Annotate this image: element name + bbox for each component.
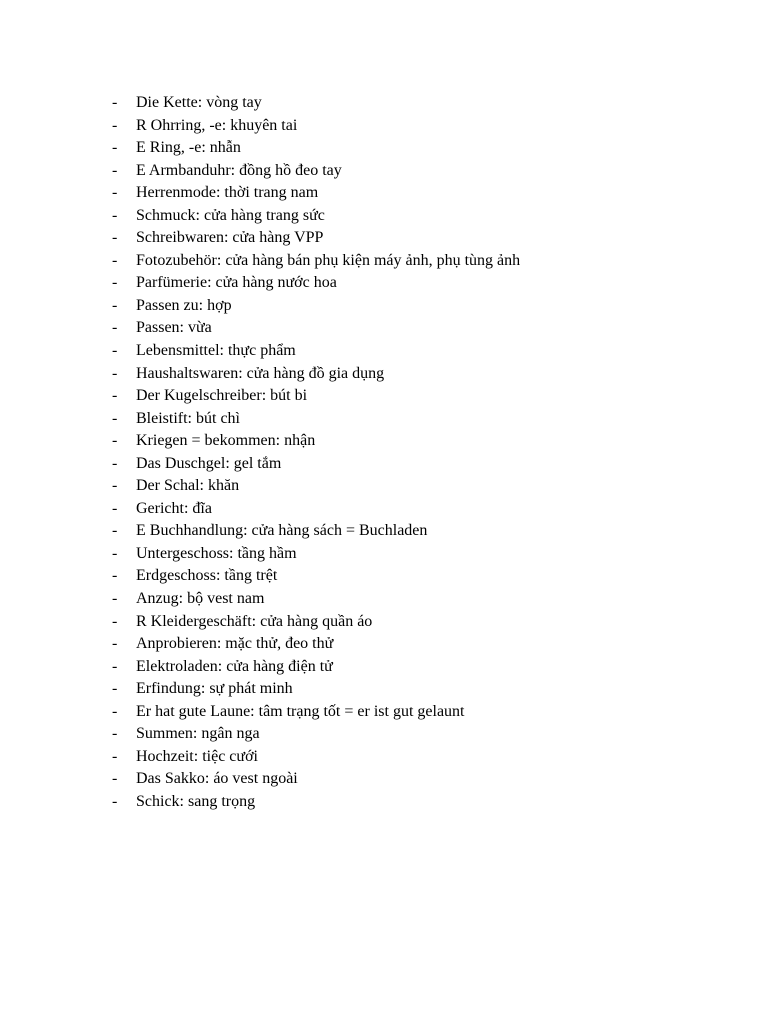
vocab-entry: Das Duschgel: gel tắm bbox=[136, 454, 282, 472]
list-bullet: - bbox=[112, 364, 118, 382]
list-item bbox=[112, 160, 520, 183]
list-bullet: - bbox=[112, 274, 118, 292]
list-bullet: - bbox=[112, 296, 118, 314]
list-item bbox=[112, 565, 520, 588]
list-item bbox=[112, 317, 520, 340]
list-bullet: - bbox=[112, 612, 118, 630]
vocab-entry: Schreibwaren: cửa hàng VPP bbox=[136, 229, 324, 247]
list-bullet: - bbox=[112, 184, 118, 202]
vocab-entry: Bleistift: bút chì bbox=[136, 409, 240, 427]
list-item bbox=[112, 633, 520, 656]
vocab-entry: Die Kette: vòng tay bbox=[136, 94, 262, 111]
list-item bbox=[112, 678, 520, 701]
list-bullet: - bbox=[112, 770, 118, 788]
list-bullet: - bbox=[112, 116, 118, 134]
list-bullet: - bbox=[112, 499, 118, 517]
list-bullet: - bbox=[112, 725, 118, 743]
list-item bbox=[112, 475, 520, 498]
list-item bbox=[112, 611, 520, 634]
vocab-entry: Das Sakko: áo vest ngoài bbox=[136, 770, 298, 788]
vocab-entry: Fotozubehör: cửa hàng bán phụ kiện máy ảnh, phụ tùng ảnh bbox=[136, 251, 521, 269]
list-item bbox=[112, 92, 520, 115]
list-item bbox=[112, 272, 520, 295]
list-bullet: - bbox=[112, 409, 118, 427]
list-item bbox=[112, 520, 520, 543]
list-item bbox=[112, 340, 520, 363]
vocab-entry: Anzug: bộ vest nam bbox=[136, 590, 265, 608]
list-bullet: - bbox=[112, 635, 118, 653]
list-item bbox=[112, 543, 520, 566]
list-bullet: - bbox=[112, 161, 118, 179]
vocab-entry: R Kleidergeschäft: cửa hàng quần áo bbox=[136, 612, 373, 630]
list-item bbox=[112, 182, 520, 205]
list-item bbox=[112, 137, 520, 160]
list-bullet: - bbox=[112, 657, 118, 675]
vocab-entry: Haushaltswaren: cửa hàng đồ gia dụng bbox=[136, 364, 385, 382]
list-item bbox=[112, 385, 520, 408]
list-item bbox=[112, 701, 520, 724]
list-bullet: - bbox=[112, 319, 118, 337]
vocabulary-list bbox=[112, 92, 520, 814]
list-item bbox=[112, 746, 520, 769]
list-item bbox=[112, 768, 520, 791]
vocab-entry: Lebensmittel: thực phẩm bbox=[136, 342, 296, 360]
list-bullet: - bbox=[112, 251, 118, 269]
list-bullet: - bbox=[112, 454, 118, 472]
vocab-entry: Passen: vừa bbox=[136, 319, 212, 337]
vocab-entry: Der Schal: khăn bbox=[136, 477, 240, 495]
vocab-entry: Der Kugelschreiber: bút bi bbox=[136, 387, 308, 405]
list-bullet: - bbox=[112, 702, 118, 720]
list-item bbox=[112, 363, 520, 386]
list-bullet: - bbox=[112, 229, 118, 247]
list-item bbox=[112, 588, 520, 611]
vocab-entry: Kriegen = bekommen: nhận bbox=[136, 432, 316, 450]
vocab-entry: Schick: sang trọng bbox=[136, 792, 256, 810]
list-bullet: - bbox=[112, 206, 118, 224]
vocab-entry: Parfümerie: cửa hàng nước hoa bbox=[136, 274, 337, 292]
list-bullet: - bbox=[112, 477, 118, 495]
vocab-entry: Schmuck: cửa hàng trang sức bbox=[136, 206, 325, 224]
vocab-entry: Erdgeschoss: tầng trệt bbox=[136, 567, 278, 585]
list-item bbox=[112, 498, 520, 521]
list-item bbox=[112, 408, 520, 431]
list-item bbox=[112, 250, 520, 273]
list-bullet: - bbox=[112, 432, 118, 450]
list-item bbox=[112, 227, 520, 250]
list-bullet: - bbox=[112, 522, 118, 540]
vocab-entry: E Buchhandlung: cửa hàng sách = Buchladen bbox=[136, 522, 428, 540]
list-bullet: - bbox=[112, 544, 118, 562]
list-bullet: - bbox=[112, 387, 118, 405]
list-item bbox=[112, 115, 520, 138]
vocab-entry: Gericht: đĩa bbox=[136, 499, 212, 517]
vocab-entry: Summen: ngân nga bbox=[136, 725, 260, 743]
list-item bbox=[112, 453, 520, 476]
vocab-entry: Herrenmode: thời trang nam bbox=[136, 184, 319, 202]
vocab-entry: E Armbanduhr: đồng hồ đeo tay bbox=[136, 161, 342, 179]
list-bullet: - bbox=[112, 590, 118, 608]
vocab-entry: Elektroladen: cửa hàng điện tử bbox=[136, 657, 333, 675]
list-item bbox=[112, 295, 520, 318]
list-item bbox=[112, 656, 520, 679]
vocab-entry: R Ohrring, -e: khuyên tai bbox=[136, 116, 298, 134]
list-bullet: - bbox=[112, 342, 118, 360]
list-bullet: - bbox=[112, 680, 118, 698]
list-item bbox=[112, 430, 520, 453]
list-item bbox=[112, 205, 520, 228]
list-bullet: - bbox=[112, 792, 118, 810]
vocab-entry: Untergeschoss: tầng hầm bbox=[136, 544, 297, 562]
list-bullet: - bbox=[112, 139, 118, 157]
list-bullet: - bbox=[112, 567, 118, 585]
vocab-entry: Erfindung: sự phát minh bbox=[136, 680, 293, 698]
vocab-entry: E Ring, -e: nhẫn bbox=[136, 139, 241, 157]
list-item bbox=[112, 723, 520, 746]
vocab-entry: Anprobieren: mặc thử, đeo thử bbox=[136, 635, 334, 653]
vocab-entry: Er hat gute Laune: tâm trạng tốt = er ist gut gelaunt bbox=[136, 702, 465, 720]
list-bullet: - bbox=[112, 94, 118, 111]
vocab-entry: Hochzeit: tiệc cưới bbox=[136, 747, 258, 765]
vocab-entry: Passen zu: hợp bbox=[136, 296, 232, 314]
list-bullet: - bbox=[112, 747, 118, 765]
list-item bbox=[112, 791, 520, 814]
